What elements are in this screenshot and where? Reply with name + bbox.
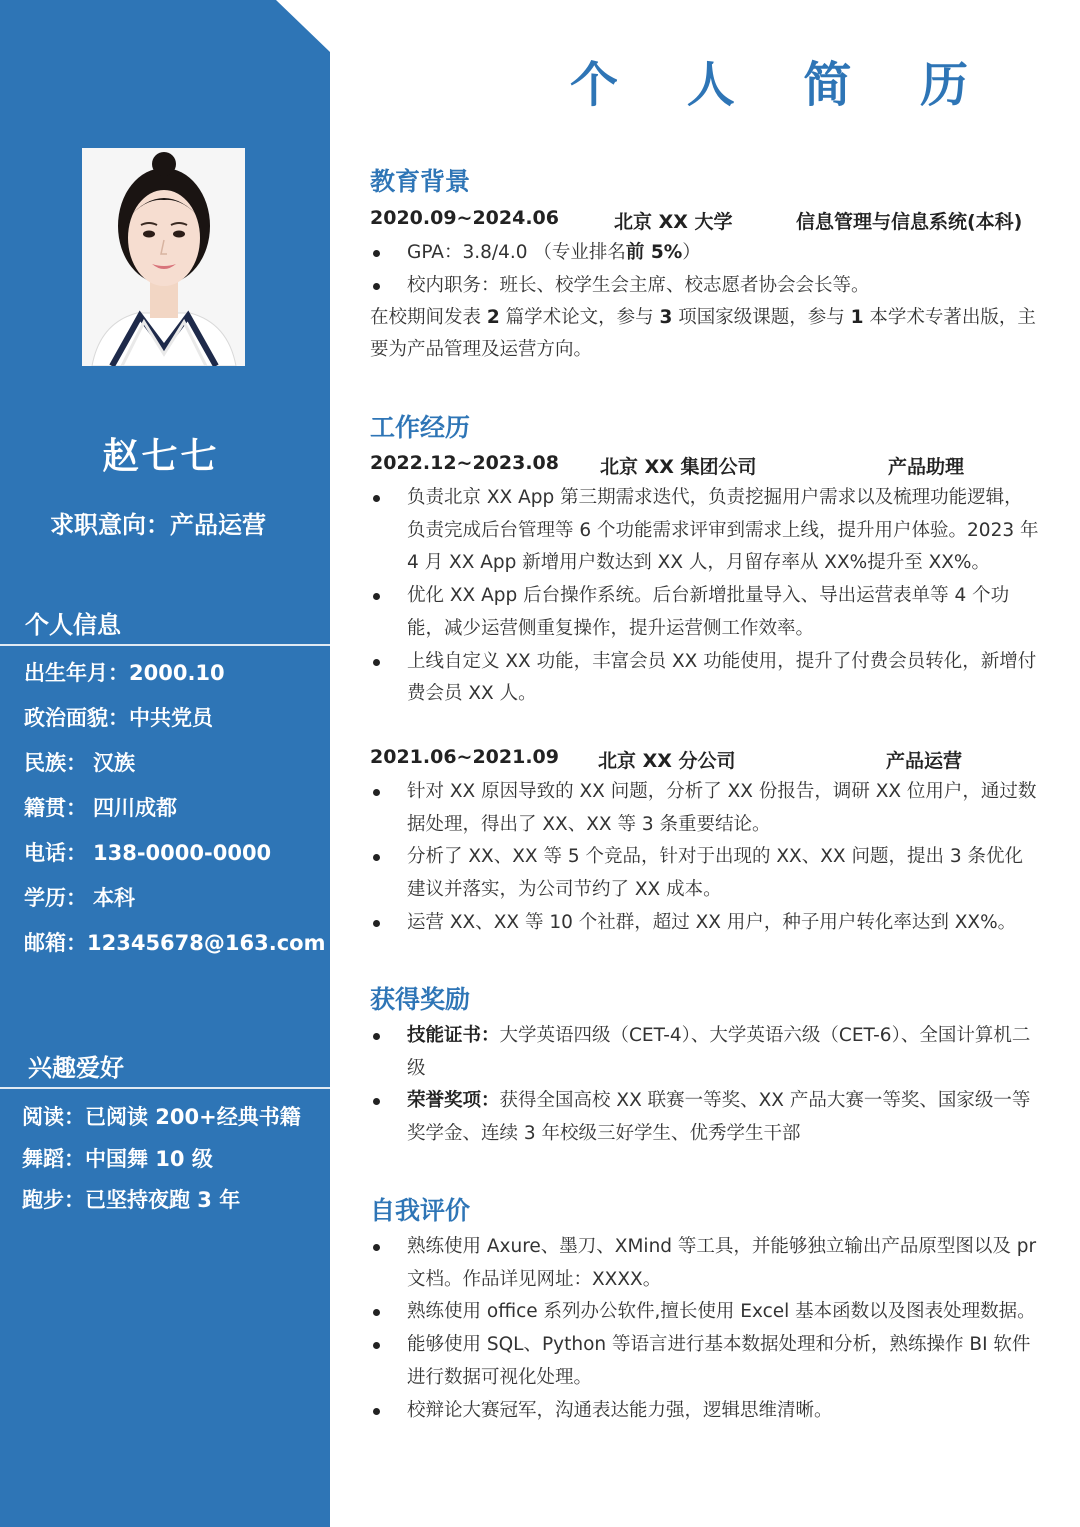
job-date: 2022.12~2023.08 xyxy=(370,452,559,474)
list-item: 负责北京 XX App 第三期需求迭代，负责挖掘用户需求以及梳理功能逻辑，负责完成后台管理等 6 个功能需求评审到需求上线，提升用户体验。2023 年 4 月 XX App 新增用户数达到 XX 人，月留存率从 XX%提升至 XX%。 xyxy=(370,482,1040,580)
job-date: 2021.06~2021.09 xyxy=(370,746,559,768)
job-role: 产品运营 xyxy=(886,750,963,772)
hobby-dance: 舞蹈：中国舞 10 级 xyxy=(22,1147,213,1171)
info-phone: 电话： 138-0000-0000 xyxy=(24,841,272,865)
info-political: 政治面貌：中共党员 xyxy=(24,706,213,730)
hobbies-divider xyxy=(0,1087,330,1089)
job-bullets xyxy=(370,776,1040,940)
list-item: 优化 XX App 后台操作系统。后台新增批量导入、导出运营表单等 4 个功能，减少运营侧重复操作，提升运营侧工作效率。 xyxy=(370,580,1040,645)
list-item: 校辩论大赛冠军，沟通表达能力强，逻辑思维清晰。 xyxy=(370,1395,1040,1428)
info-education: 学历： 本科 xyxy=(24,886,135,910)
awards-title: 获得奖励 xyxy=(370,985,471,1014)
work-title: 工作经历 xyxy=(370,413,471,442)
education-school: 北京 XX 大学 xyxy=(614,211,733,233)
education-bullets xyxy=(370,237,1040,302)
profile-photo xyxy=(82,148,245,366)
job-company: 北京 XX 集团公司 xyxy=(600,456,757,478)
candidate-name: 赵七七 xyxy=(102,436,220,477)
list-item: GPA：3.8/4.0 （专业排名前 5%） xyxy=(370,237,1040,270)
info-email: 邮箱：12345678@163.com xyxy=(24,931,326,955)
hobby-running: 跑步：已坚持夜跑 3 年 xyxy=(22,1188,241,1212)
personal-info-divider xyxy=(0,644,330,646)
hobbies-title: 兴趣爱好 xyxy=(28,1054,124,1082)
education-major: 信息管理与信息系统(本科) xyxy=(796,211,1023,233)
list-item: 技能证书：大学英语四级（CET-4）、大学英语六级（CET-6）、全国计算机二级 xyxy=(370,1020,1040,1085)
job-company: 北京 XX 分公司 xyxy=(598,750,736,772)
self-eval-list xyxy=(370,1231,1040,1427)
job-bullets xyxy=(370,482,1040,711)
list-item: 分析了 XX、XX 等 5 个竞品，针对于出现的 XX、XX 问题，提出 3 条优化建议并落实，为公司节约了 XX 成本。 xyxy=(370,841,1040,906)
hobby-reading: 阅读：已阅读 200+经典书籍 xyxy=(22,1105,301,1129)
list-item: 荣誉奖项：获得全国高校 XX 联赛一等奖、XX 产品大赛一等奖、国家级一等奖学金、连续 3 年校级三好学生、优秀学生干部 xyxy=(370,1085,1040,1150)
list-item: 运营 XX、XX 等 10 个社群，超过 XX 用户，种子用户转化率达到 XX%。 xyxy=(370,907,1040,940)
page-title: 个 人 简 历 xyxy=(570,57,995,113)
list-item: 能够使用 SQL、Python 等语言进行基本数据处理和分析，熟练操作 BI 软件进行数据可视化处理。 xyxy=(370,1329,1040,1394)
education-title: 教育背景 xyxy=(370,167,471,196)
list-item: 针对 XX 原因导致的 XX 问题，分析了 XX 份报告，调研 XX 位用户，通过数据处理，得出了 XX、XX 等 3 条重要结论。 xyxy=(370,776,1040,841)
education-paragraph: 在校期间发表 2 篇学术论文，参与 3 项国家级课题，参与 1 本学术专著出版，主要为产品管理及运营方向。 xyxy=(370,307,1036,360)
list-item: 熟练使用 Axure、墨刀、XMind 等工具，并能够独立输出产品原型图以及 pr 文档。作品详见网址：XXXX。 xyxy=(370,1231,1040,1296)
job-role: 产品助理 xyxy=(888,456,965,478)
list-item: 上线自定义 XX 功能，丰富会员 XX 功能使用，提升了付费会员转化，新增付费会员 XX 人。 xyxy=(370,646,1040,711)
awards-list xyxy=(370,1020,1040,1151)
info-birth: 出生年月：2000.10 xyxy=(24,661,225,685)
job-intent: 求职意向：产品运营 xyxy=(50,511,266,539)
info-ethnicity: 民族： 汉族 xyxy=(24,751,135,775)
list-item: 校内职务：班长、校学生会主席、校志愿者协会会长等。 xyxy=(370,270,1040,303)
self-eval-title: 自我评价 xyxy=(370,1196,471,1225)
personal-info-title: 个人信息 xyxy=(25,611,121,639)
info-hometown: 籍贯： 四川成都 xyxy=(24,796,177,820)
list-item: 熟练使用 office 系列办公软件,擅长使用 Excel 基本函数以及图表处理数据。 xyxy=(370,1296,1040,1329)
education-date: 2020.09~2024.06 xyxy=(370,207,559,229)
